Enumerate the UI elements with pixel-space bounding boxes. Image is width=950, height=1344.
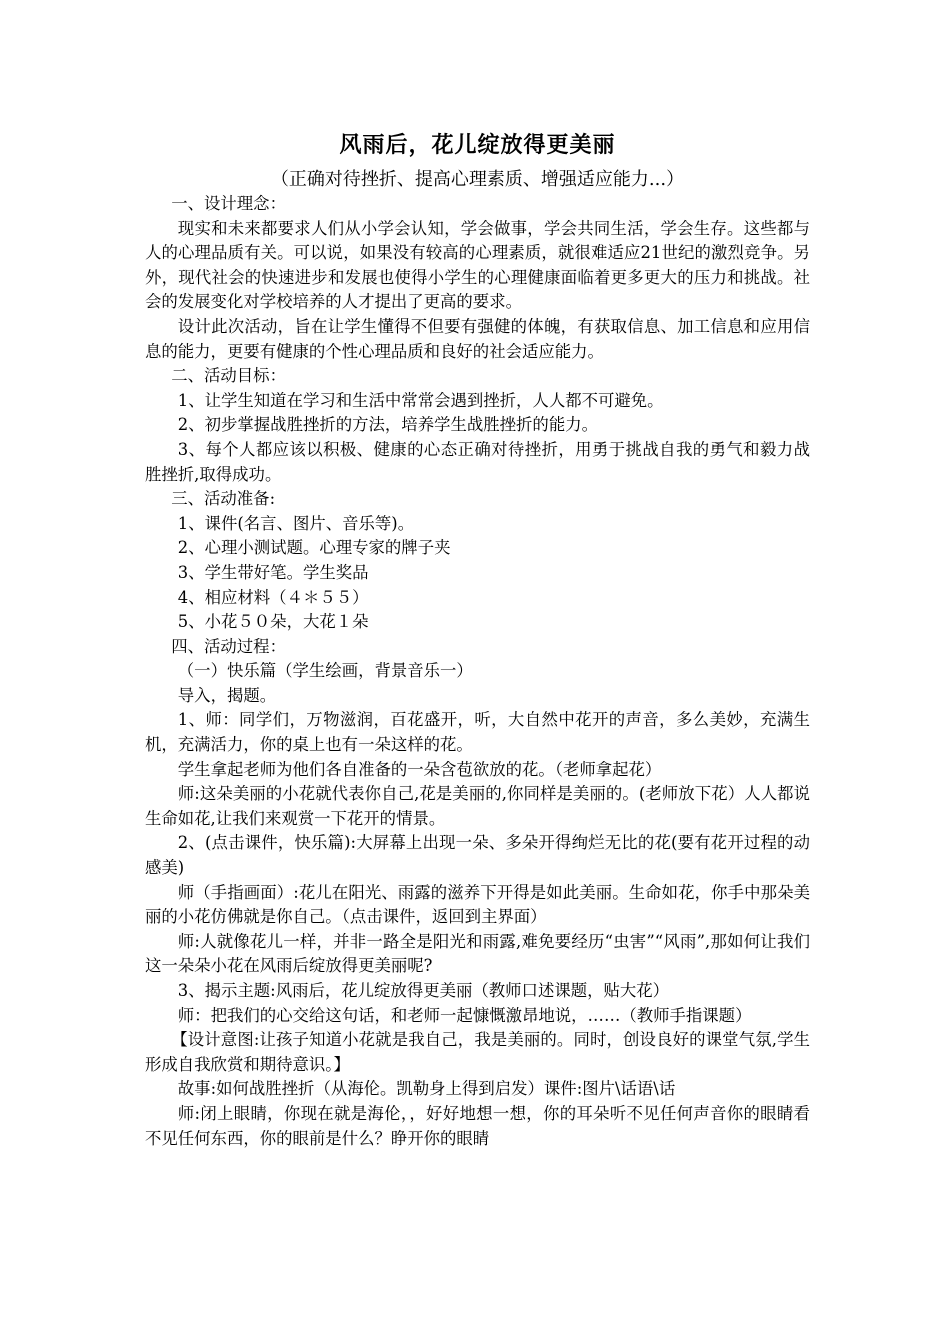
paragraph-step-2: 2、(点击课件，快乐篇):大屏幕上出现一朵、多朵开得绚烂无比的花(要有花开过程的动感美) xyxy=(145,833,810,878)
paragraph-teacher-close-eyes: 师:闭上眼睛，你现在就是海伦，，好好地想一想，你的耳朵听不见任何声音你的眼睛看不见任何东西，你的眼前是什么？睁开你的眼睛 xyxy=(145,1103,810,1148)
preparation-item-1: 1、课件(名言、图片、音乐等)。 xyxy=(177,513,415,533)
paragraph-step-3: 3、揭示主题:风雨后，花儿绽放得更美丽（教师口述课题，贴大花） xyxy=(177,981,670,1000)
paragraph-design-concept: 现实和未来都要求人们从小学会认知，学会做事，学会共同生活，学会生存。这些都与人的心理品质有关。可以说，如果没有较高的心理素质，就很难适应21世纪的激烈竞争。另外，现代社会的快速进步和发展也使得小学生的心理健康面临着更多更大的压力和挑战。社会的发展变化对学校培养的人才提出了更高的要求。 xyxy=(145,218,810,312)
paragraph-teacher-points-screen: 师（手指画面）:花儿在阳光、雨露的滋养下开得是如此美丽。生命如花，你手中那朵美丽的小花仿佛就是你自己。（点击课件，返回到主界面） xyxy=(145,882,810,927)
document-title: 风雨后，花儿绽放得更美丽 xyxy=(339,133,616,158)
process-subsection-happy: （一）快乐篇（学生绘画，背景音乐一） xyxy=(177,661,473,681)
goal-item-1: 1、让学生知道在学习和生活中常常会遇到挫折，人人都不可避免。 xyxy=(177,390,664,410)
document-page xyxy=(145,130,810,1151)
paragraph-design-intent: 【设计意图:让孩子知道小花就是我自己，我是美丽的。同时，创设良好的课堂气氛,学生形成自我欣赏和期待意识。】 xyxy=(145,1030,810,1074)
paragraph-teacher-wind-rain: 师:人就像花儿一样，并非一路全是阳光和雨露,难免要经历“虫害”“风雨”,那如何让我们这一朵朵小花在风雨后绽放得更美丽呢? xyxy=(145,931,810,976)
goal-item-2: 2、初步掌握战胜挫折的方法，培养学生战胜挫折的能力。 xyxy=(177,415,598,435)
section-heading-design-concept: 一、设计理念： xyxy=(171,194,286,213)
section-heading-process: 四、活动过程： xyxy=(171,636,286,656)
paragraph-teacher-flower: 师:这朵美丽的小花就代表你自己,花是美丽的,你同样是美丽的。(老师放下花）人人都说生命如花,让我们来观赏一下花开的情景。 xyxy=(145,784,810,828)
paragraph-teacher-recite: 师：把我们的心交给这句话，和老师一起慷慨激昂地说，……（教师手指课题） xyxy=(177,1005,752,1025)
paragraph-introduction: 导入，揭题。 xyxy=(177,685,277,705)
paragraph-story: 故事:如何战胜挫折（从海伦。凯勒身上得到启发）课件:图片\话语\话 xyxy=(177,1079,676,1099)
paragraph-activity-purpose: 设计此次活动，旨在让学生懂得不但要有强健的体魄，有获取信息、加工信息和应用信息的能力，更要有健康的个性心理品质和良好的社会适应能力。 xyxy=(145,316,810,361)
preparation-item-4: 4、相应材料（４＊５５） xyxy=(177,587,369,607)
section-heading-activity-goals: 二、活动目标： xyxy=(171,366,286,386)
preparation-item-2: 2、心理小测试题。心理专家的牌子夹 xyxy=(177,538,451,558)
document-subtitle: （正确对待挫折、提高心理素质、增强适应能力...） xyxy=(270,169,685,190)
paragraph-step-1: 1、师：同学们，万物滋润，百花盛开，听，大自然中花开的声音，多么美妙，充满生机，充满活力，你的桌上也有一朵这样的花。 xyxy=(145,710,810,755)
preparation-item-3: 3、学生带好笔。学生奖品 xyxy=(177,562,369,582)
section-heading-preparation: 三、活动准备: xyxy=(171,489,276,509)
paragraph-students-pick-flower: 学生拿起老师为他们各自准备的一朵含苞欲放的花。（老师拿起花） xyxy=(177,759,662,779)
goal-item-3: 3、每个人都应该以积极、健康的心态正确对待挫折，用勇于挑战自我的勇气和毅力战胜挫折,取得成功。 xyxy=(145,439,810,484)
preparation-item-5: 5、小花５０朵，大花１朵 xyxy=(177,612,369,632)
